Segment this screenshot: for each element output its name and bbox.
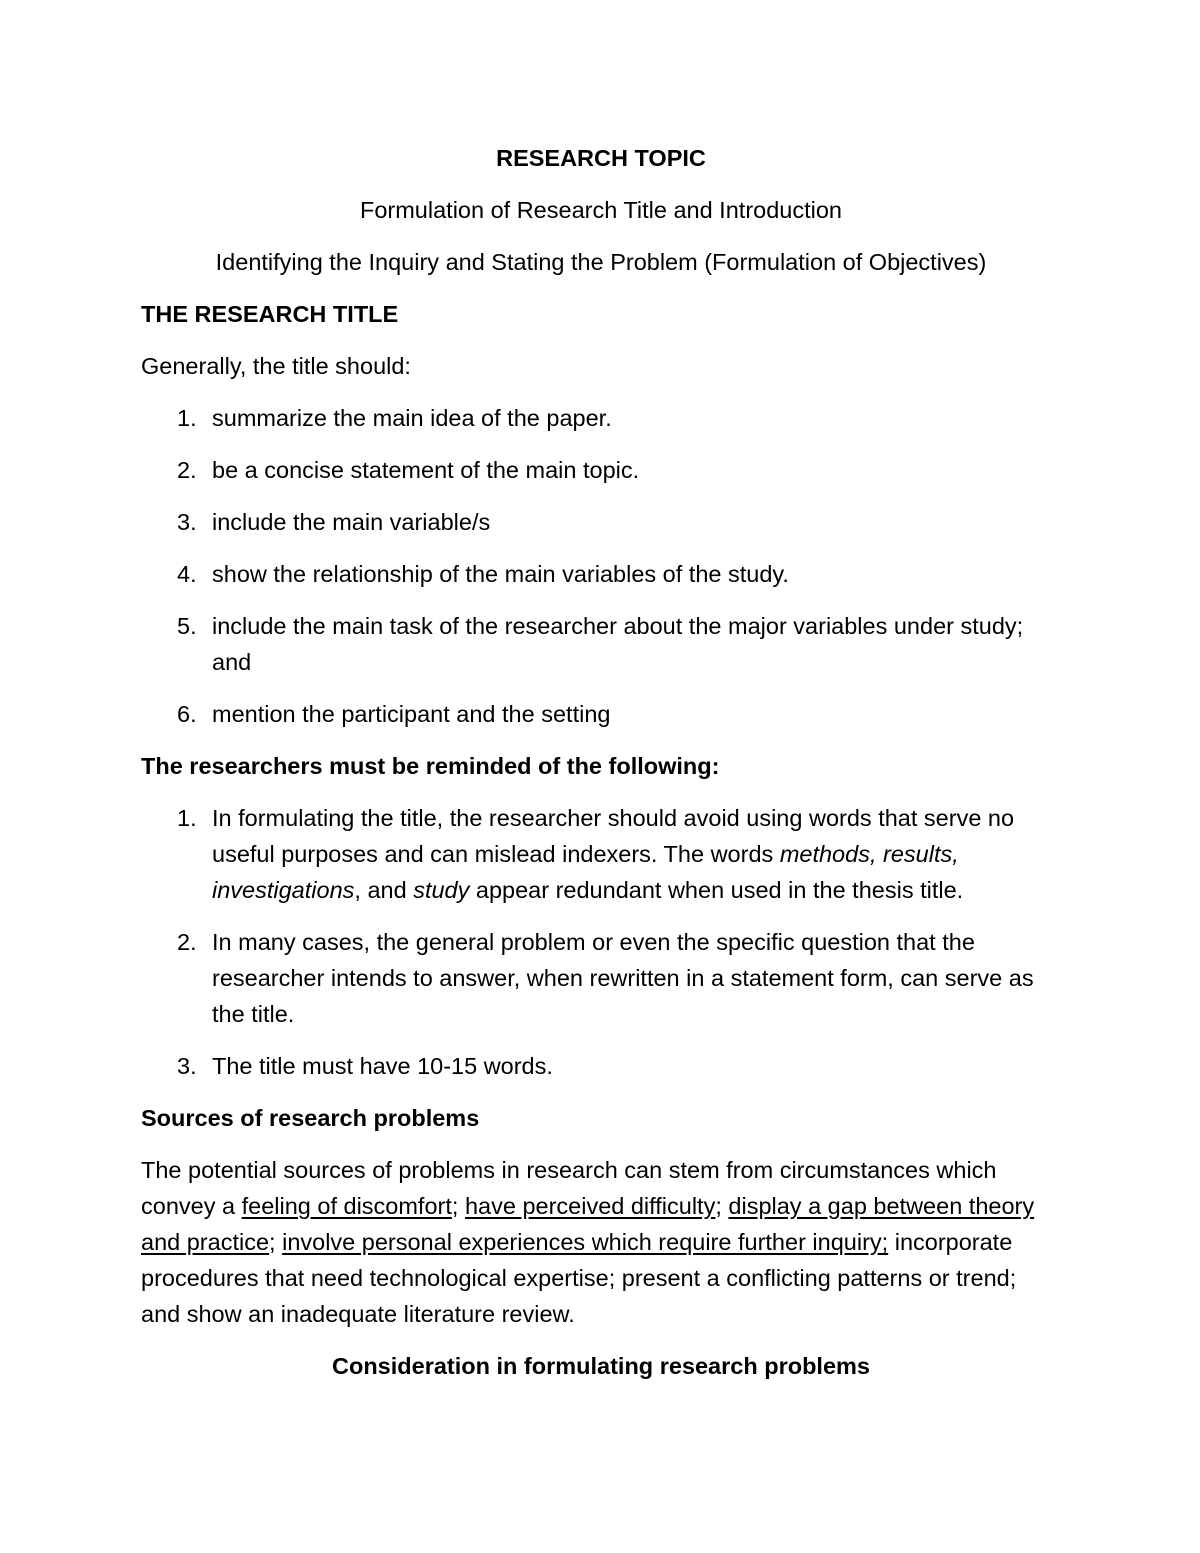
list-item — [141, 924, 1061, 1032]
section-heading-considerations: Consideration in formulating research problems — [332, 1353, 870, 1379]
paragraph-text: incorporate procedures that need technological expertise; present a conflicting patterns or trend; and show an inadequate literature review. — [141, 1229, 1017, 1327]
list-item — [141, 504, 1061, 540]
list-item — [141, 556, 1061, 592]
emphasis-text: methods, results, investigations — [212, 841, 959, 903]
list-item — [141, 608, 1061, 680]
list-item-text: include the main task of the researcher about the major variables under study; and — [212, 613, 1024, 675]
list-number: 1. — [177, 805, 197, 831]
title-guidelines-list — [141, 400, 1061, 732]
paragraph-text: ; — [451, 1193, 465, 1219]
list-item-text: In formulating the title, the researcher should avoid using words that serve no useful purposes and can mislead indexers. The words — [212, 805, 1015, 867]
document-title: RESEARCH TOPIC — [496, 145, 706, 171]
emphasis-text: study — [413, 877, 470, 903]
list-number: 6. — [177, 701, 197, 727]
document-subtitle: Formulation of Research Title and Introduction — [359, 197, 842, 223]
list-item-text: be a concise statement of the main topic. — [212, 457, 640, 483]
list-number: 3. — [177, 509, 197, 535]
list-number: 1. — [177, 405, 197, 431]
list-item-text: mention the participant and the setting — [212, 701, 611, 727]
document-page — [141, 140, 1061, 1384]
list-item — [141, 1048, 1061, 1084]
list-number: 5. — [177, 613, 197, 639]
section-heading-sources: Sources of research problems — [141, 1105, 480, 1131]
list-item — [141, 400, 1061, 436]
section-heading-reminders: The researchers must be reminded of the following: — [141, 753, 720, 779]
section-intro: Generally, the title should: — [141, 353, 411, 379]
list-item-text: The title must have 10-15 words. — [212, 1053, 553, 1079]
list-number: 4. — [177, 561, 197, 587]
list-item — [141, 696, 1061, 732]
paragraph-text: ; — [269, 1229, 283, 1255]
section-heading-research-title: THE RESEARCH TITLE — [141, 301, 399, 327]
paragraph-text: The potential sources of problems in research can stem from circumstances which convey a — [141, 1157, 997, 1219]
list-item — [141, 452, 1061, 488]
underlined-text: involve personal experiences which require further inquiry; — [282, 1229, 889, 1255]
list-number: 3. — [177, 1053, 197, 1079]
paragraph-text: ; — [715, 1193, 729, 1219]
underlined-text: feeling of discomfort — [241, 1193, 452, 1219]
list-item — [141, 800, 1061, 908]
list-item-text: appear redundant when used in the thesis title. — [469, 877, 964, 903]
list-number: 2. — [177, 929, 197, 955]
list-item-text: include the main variable/s — [212, 509, 491, 535]
list-item-text: , and — [354, 877, 414, 903]
list-item-text: summarize the main idea of the paper. — [212, 405, 612, 431]
list-item-text: show the relationship of the main variables of the study. — [212, 561, 789, 587]
underlined-text: display a gap between theory and practice — [141, 1193, 1035, 1255]
list-number: 2. — [177, 457, 197, 483]
sources-paragraph — [141, 1152, 1061, 1332]
list-item-text: In many cases, the general problem or even the specific question that the researcher intends to answer, when rewritten in a statement form, can serve as the title. — [212, 929, 1034, 1027]
document-subtitle-2: Identifying the Inquiry and Stating the Problem (Formulation of Objectives) — [215, 249, 987, 275]
reminders-list — [141, 800, 1061, 1084]
underlined-text: have perceived difficulty — [464, 1193, 716, 1219]
